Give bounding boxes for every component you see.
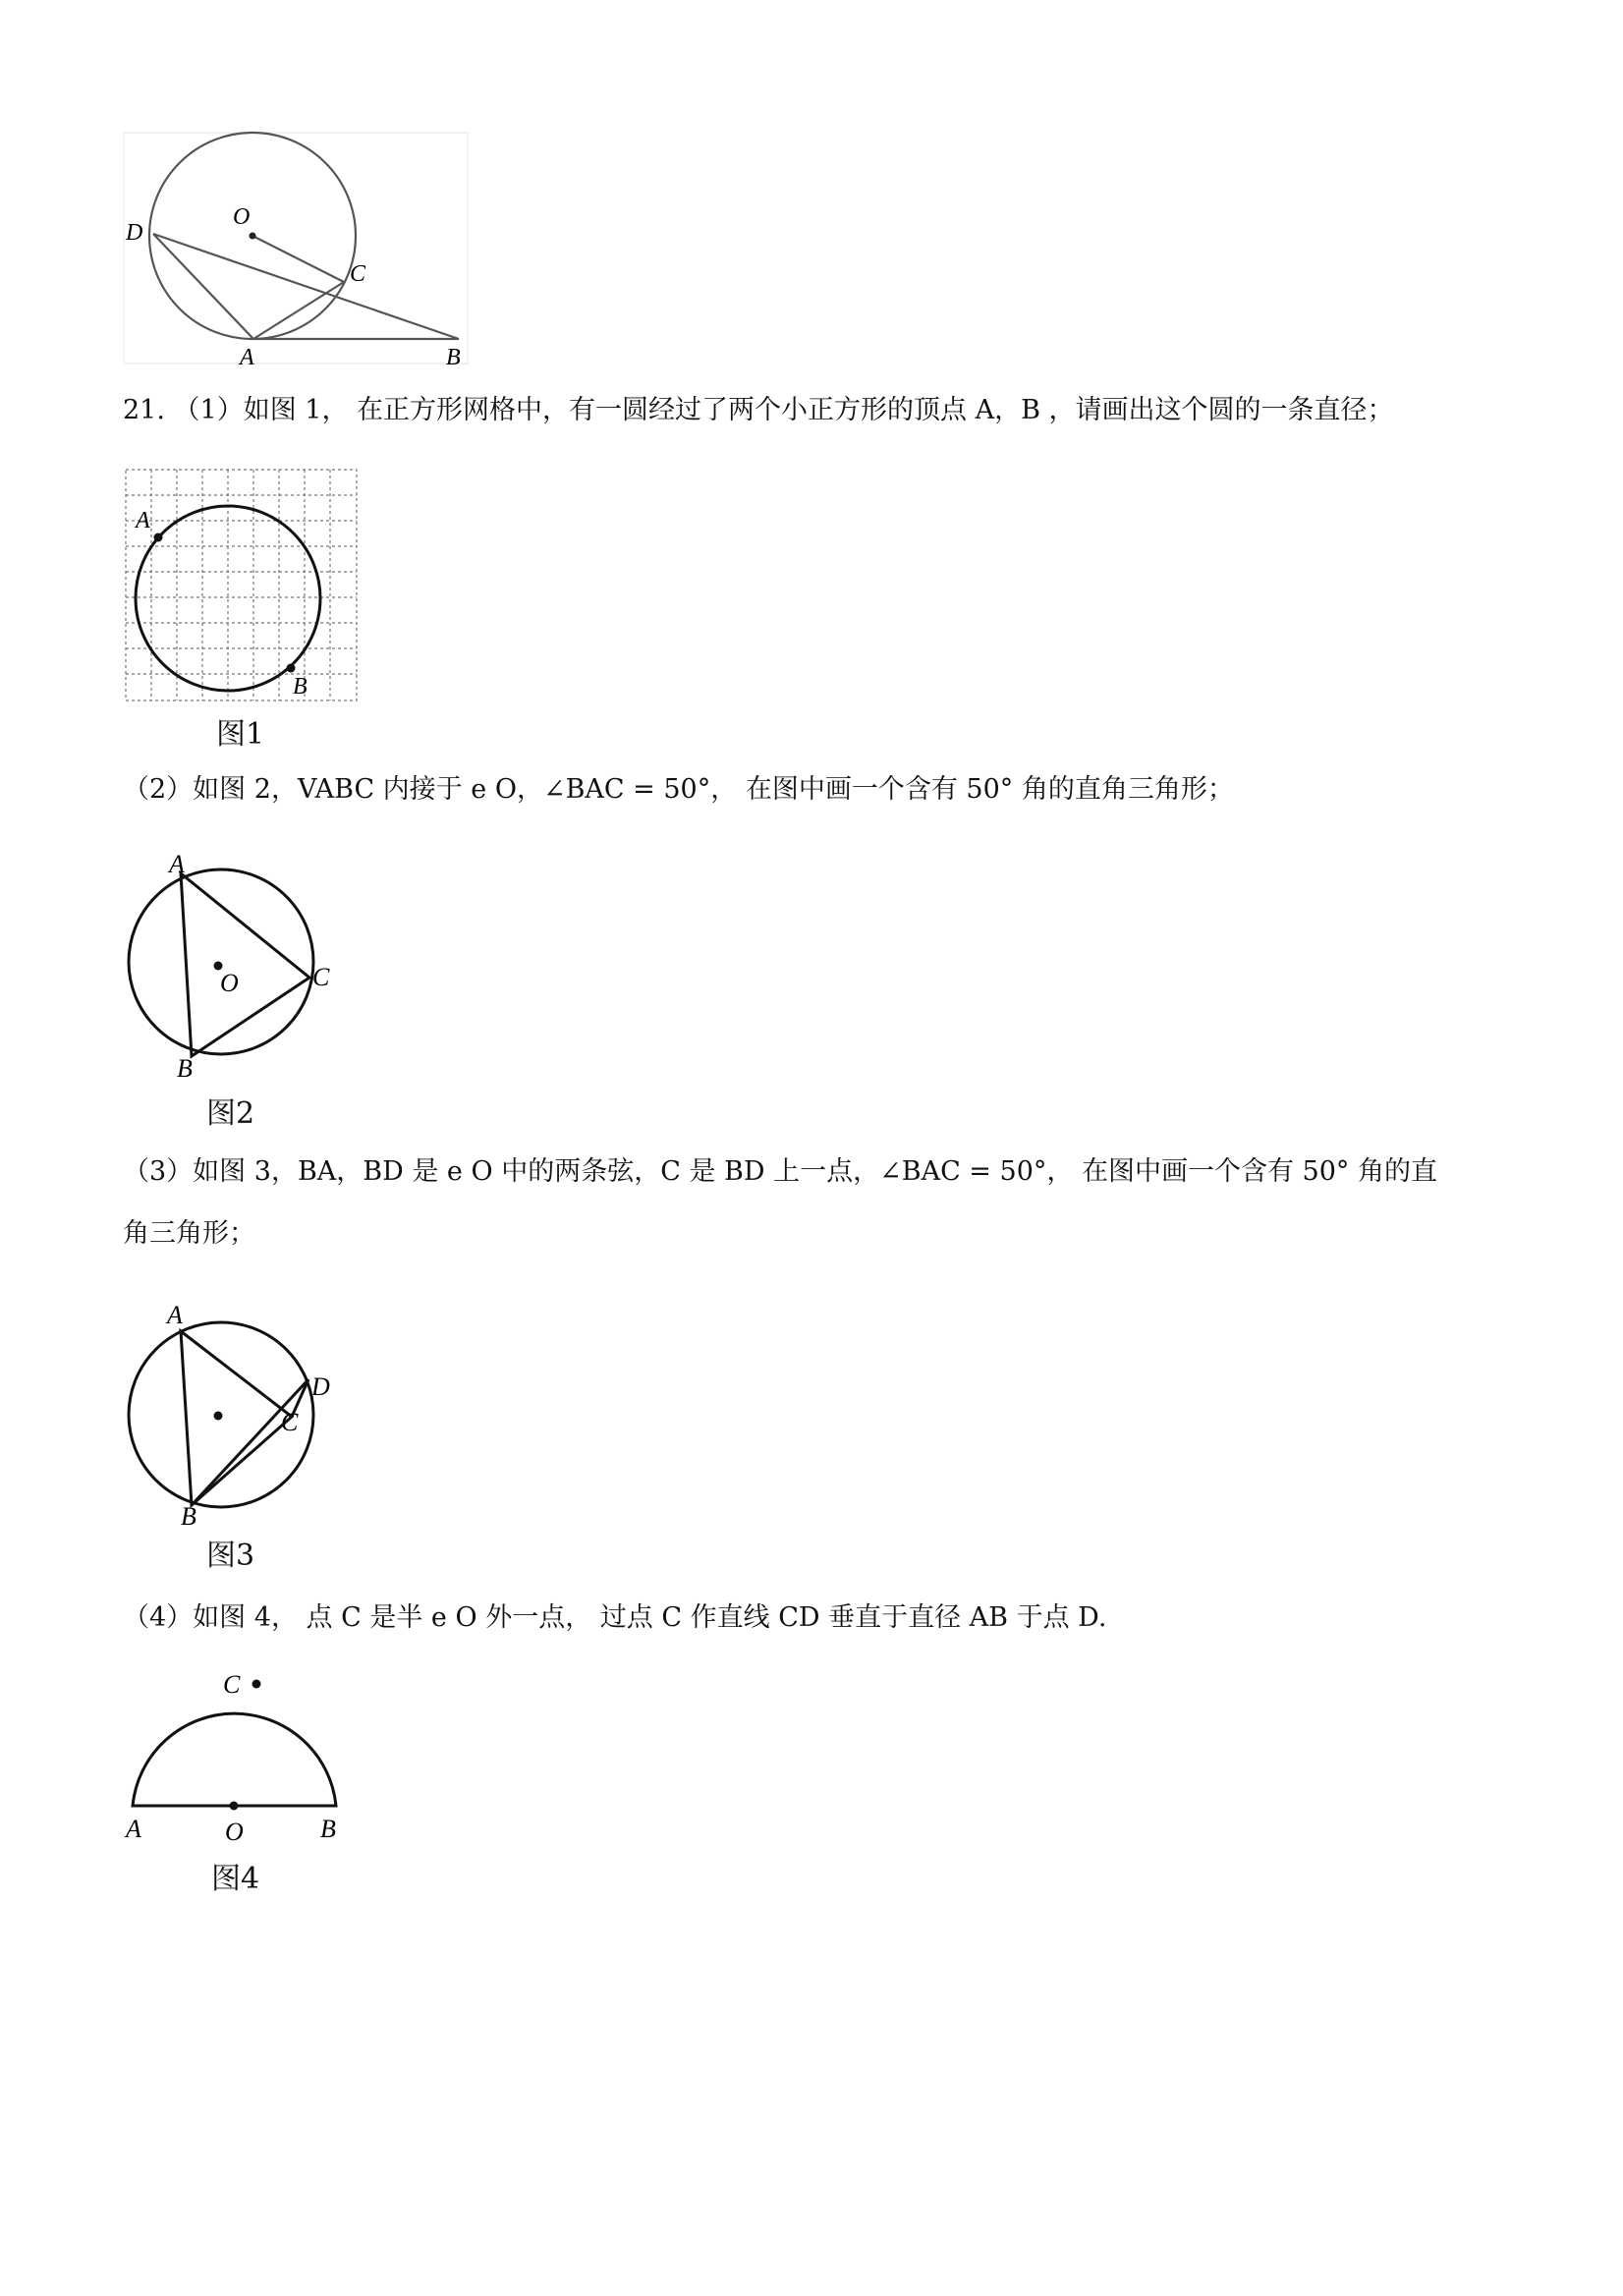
label-a: A — [136, 508, 150, 533]
q4-text: （4）如图 4， 点 C 是半 e O 外一点， 过点 C 作直线 CD 垂直于直径 AB 于点 D. — [123, 1602, 1107, 1633]
figure-2-caption: 图2 — [206, 1096, 255, 1131]
figure-4-caption: 图4 — [211, 1862, 260, 1896]
label-c: C — [312, 963, 330, 991]
figure-3-chords — [118, 1297, 354, 1533]
label-b: B — [446, 345, 461, 368]
label-a: A — [167, 1301, 183, 1329]
label-o: O — [233, 204, 251, 230]
figure-4-semicircle — [118, 1660, 354, 1847]
label-c: C — [281, 1408, 299, 1436]
label-a: A — [126, 1815, 141, 1843]
q3-text-line1: （3）如图 3，BA，BD 是 e O 中的两条弦，C 是 BD 上一点，∠BAC = 50°， 在图中画一个含有 50° 角的直 — [123, 1156, 1437, 1187]
label-b: B — [181, 1502, 196, 1531]
label-o: O — [220, 969, 239, 997]
q2-text — [123, 770, 1234, 810]
label-c: C — [223, 1670, 241, 1699]
q3-text-line2: 角三角形； — [123, 1218, 255, 1249]
label-a: A — [240, 345, 254, 368]
label-b: B — [177, 1054, 193, 1083]
figure-3-caption: 图3 — [206, 1539, 255, 1573]
label-o: O — [225, 1818, 244, 1846]
figure-top-circle-tangent — [118, 128, 472, 368]
label-d: D — [126, 220, 143, 246]
label-d: D — [311, 1372, 330, 1401]
label-b: B — [320, 1815, 336, 1843]
q2-text-content: （2）如图 2，VABC 内接于 e O，∠BAC = 50°， 在图中画一个含有 50° 角的直角三角形； — [123, 774, 1234, 805]
figure-1-caption: 图1 — [216, 717, 265, 752]
label-c: C — [350, 261, 366, 287]
label-a: A — [169, 850, 185, 878]
label-b: B — [293, 674, 308, 700]
figure-2-inscribed-triangle — [118, 850, 354, 1086]
figure-1-grid-circle — [123, 467, 364, 707]
q1-text: 21. （1）如图 1， 在正方形网格中，有一圆经过了两个小正方形的顶点 A，B ，请画出这个圆的一条直径； — [123, 395, 1394, 425]
